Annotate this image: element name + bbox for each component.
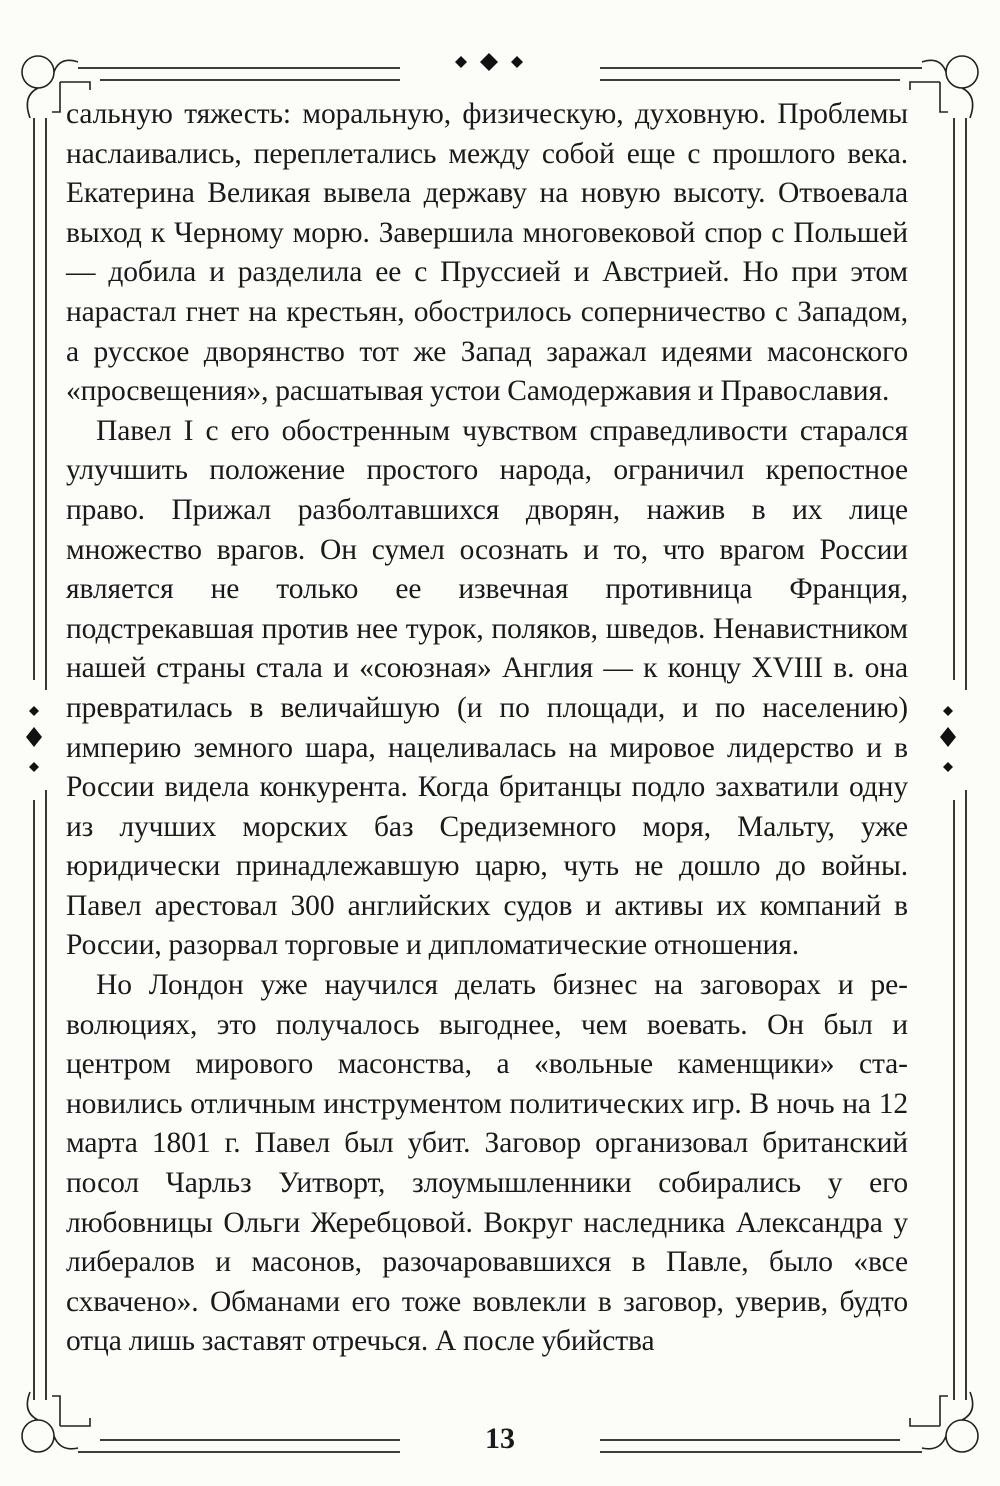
page-number: 13 — [485, 1422, 515, 1455]
paragraph: сальную тяжесть: моральную, физическую, духовную. Проблемы наслаивались, переплетались между собой еще с прошлого века. Екатерина Великая вывела державу на новую высоту. Отвоевала выход к Черному морю. Завершила многовековой спор с Польшей — добила и разделила ее с Пруссией и Австрией. Но при этом нарастал гнет на крестьян, обострилось соперничество с Западом, а русское дворянство тот же Запад заражал идеями масонского «просвещения», расшатывая устои Самодержавия и Православия. — [66, 98, 908, 408]
paragraph: Но Лондон уже научился делать бизнес на заговорах и революциях, это получалось выгоднее, чем воевать. Он был и центром мирового масонства, а «вольные каменщики» становились отличным инструментом политических игр. В ночь на 12 марта 1801 г. Павел был убит. Заговор организовал британский посол Чарльз Уитворт, злоумышленники собирались у его любовницы Ольги Жеребцовой. Вокруг наследника Александра у либералов и масонов, разочаровавшихся в Павле, было «все схвачено». Обманами его тоже вовлекли в заговор, уверив, будто отца лишь заставят отречься. А после убийства — [66, 969, 908, 1358]
main-text-body — [66, 95, 908, 1362]
left-diamond-ornament — [26, 706, 42, 772]
corner-ornament-top-right — [910, 56, 978, 118]
top-diamond-ornament — [455, 53, 523, 71]
paragraph: Павел I с его обостренным чувством справедливости старался улучшить положение простого народа, ограничил крепостное право. Прижал разболтавшихся дворян, нажив в их лице множество врагов. Он сумел осознать и то, что врагом России является не только ее извечная противница Франция, подстрекавшая против нее турок, поляков, шведов. Ненавистником нашей страны стала и «союзная» Англия — к концу XVIII в. она превратилась в величайшую (и по площади, и по населению) империю земного шара, нацеливалась на мировое лидерство и в России видела конкурента. Когда британцы подло захватили одну из лучших морских баз Средиземного моря, Мальту, уже юридически принадлежавшую царю, чуть не дошло до войны. Павел арестовал 300 английских судов и активы их компаний в России, разорвал торговые и дипломатические отношения. — [66, 414, 908, 962]
right-diamond-ornament — [940, 706, 956, 772]
